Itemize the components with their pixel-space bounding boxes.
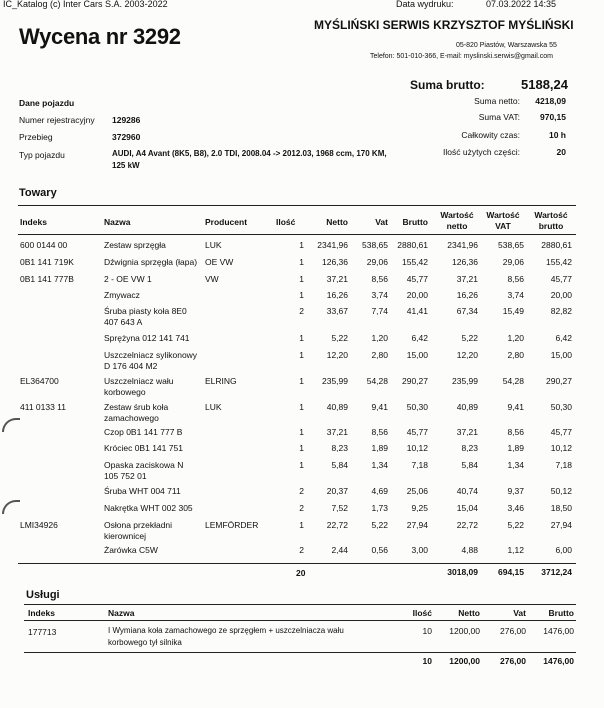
- service-row-qty: 10: [422, 626, 432, 636]
- goods-cell-net: 16,26: [326, 290, 348, 300]
- net-total-value: 4218,09: [535, 96, 566, 106]
- goods-cell-qty: 1: [299, 427, 304, 437]
- print-date-value: 07.03.2022 14:35: [486, 0, 557, 9]
- goods-cell-net: 12,20: [326, 350, 348, 360]
- gross-total-label: Suma brutto:: [410, 78, 485, 92]
- services-col-qty: Ilość: [412, 608, 432, 618]
- goods-cell-vgross: 6,42: [555, 333, 572, 343]
- goods-cell-qty: 2: [299, 306, 304, 316]
- net-total-label: Suma netto:: [474, 96, 520, 106]
- goods-cell-vvat: 15,49: [502, 306, 524, 316]
- goods-cell-vvat: 1,89: [507, 443, 524, 453]
- goods-cell-name1: 2 - OE VW 1: [104, 274, 152, 284]
- goods-cell-name1: Opaska zaciskowa N: [104, 460, 184, 470]
- goods-cell-vvat: 3,74: [507, 290, 524, 300]
- goods-cell-name1: Sprężyna 012 141 741: [104, 333, 190, 343]
- goods-cell-vnet: 40,74: [456, 486, 478, 496]
- company-contact: Telefon: 501-010-366, E-mail: myslinski.serwis@gmail.com: [370, 53, 553, 60]
- goods-cell-qty: 1: [299, 350, 304, 360]
- goods-col-value-vat-1: Wartość: [486, 210, 520, 220]
- goods-cell-name1: Nakrętka WHT 002 305: [104, 503, 193, 513]
- goods-cell-qty: 1: [299, 274, 304, 284]
- goods-cell-gross: 27,94: [406, 520, 428, 530]
- goods-cell-net: 33,67: [326, 306, 348, 316]
- goods-cell-vnet: 37,21: [456, 274, 478, 284]
- goods-cell-net: 8,23: [331, 443, 348, 453]
- goods-cell-name2: korbowego: [104, 387, 146, 397]
- goods-cell-name1: Zestaw śrub koła: [104, 402, 169, 412]
- pen-mark: [2, 418, 20, 432]
- goods-cell-vnet: 22,72: [456, 520, 478, 530]
- goods-cell-name1: Dźwignia sprzęgła (łapa): [104, 257, 198, 267]
- reg-value: 129286: [112, 115, 141, 125]
- goods-col-value-gross-1: Wartość: [534, 210, 568, 220]
- services-heading: Usługi: [26, 589, 60, 601]
- goods-col-net: Netto: [326, 217, 348, 227]
- goods-cell-qty: 1: [299, 443, 304, 453]
- goods-cell-gross: 45,77: [406, 274, 428, 284]
- goods-cell-name1: Uszczelniacz sylikonowy: [104, 350, 198, 360]
- goods-cell-vvat: 2,80: [507, 350, 524, 360]
- goods-cell-gross: 45,77: [406, 427, 428, 437]
- goods-cell-vgross: 45,77: [550, 427, 572, 437]
- services-total-gross: 1476,00: [543, 656, 574, 666]
- goods-cell-vnet: 235,99: [452, 376, 478, 386]
- goods-total-value-net: 3018,09: [447, 567, 478, 577]
- goods-cell-name1: Śruba WHT 004 711: [104, 486, 181, 496]
- goods-cell-net: 5,22: [331, 333, 348, 343]
- goods-cell-qty: 2: [299, 503, 304, 513]
- service-row-name-line2: korbowego tył silnika: [108, 638, 182, 647]
- goods-cell-vvat: 9,37: [507, 486, 524, 496]
- goods-cell-vat: 3,74: [371, 290, 388, 300]
- pen-mark: [2, 500, 20, 514]
- goods-col-name: Nazwa: [104, 217, 131, 227]
- goods-cell-net: 22,72: [326, 520, 348, 530]
- goods-cell-qty: 1: [299, 240, 304, 250]
- goods-col-qty: Ilość: [276, 217, 296, 227]
- goods-cell-vgross: 82,82: [550, 306, 572, 316]
- goods-cell-vnet: 67,34: [456, 306, 478, 316]
- goods-cell-index: EL364700: [20, 376, 59, 386]
- goods-cell-name1: Osłona przekładni: [104, 520, 173, 530]
- goods-total-value-gross: 3712,24: [541, 567, 572, 577]
- goods-cell-name1: Czop 0B1 141 777 B: [104, 427, 183, 437]
- goods-cell-vvat: 9,41: [507, 402, 524, 412]
- goods-cell-gross: 50,30: [406, 402, 428, 412]
- goods-cell-qty: 1: [299, 520, 304, 530]
- goods-cell-net: 37,21: [326, 427, 348, 437]
- goods-cell-net: 20,37: [326, 486, 348, 496]
- goods-cell-gross: 290,27: [402, 376, 428, 386]
- goods-cell-vgross: 18,50: [550, 503, 572, 513]
- goods-cell-vgross: 2880,61: [541, 240, 572, 250]
- service-row-net: 1200,00: [449, 626, 480, 636]
- goods-cell-vgross: 15,00: [550, 350, 572, 360]
- goods-cell-name2: zamachowego: [104, 413, 159, 423]
- goods-cell-gross: 41,41: [406, 306, 428, 316]
- goods-cell-producer: OE VW: [205, 257, 234, 267]
- goods-cell-vgross: 10,12: [550, 443, 572, 453]
- goods-cell-qty: 2: [299, 486, 304, 496]
- goods-cell-gross: 9,25: [411, 503, 428, 513]
- goods-cell-index: 0B1 141 777B: [20, 274, 74, 284]
- goods-cell-vnet: 5,84: [461, 460, 478, 470]
- goods-col-index: Indeks: [20, 217, 47, 227]
- goods-cell-name2: 105 752 01: [104, 471, 147, 481]
- goods-cell-vat: 9,41: [371, 402, 388, 412]
- goods-cell-gross: 20,00: [406, 290, 428, 300]
- goods-cell-vat: 29,06: [366, 257, 388, 267]
- goods-cell-index: 0B1 141 719K: [20, 257, 74, 267]
- goods-cell-net: 2,44: [331, 545, 348, 555]
- goods-cell-vvat: 3,46: [507, 503, 524, 513]
- goods-cell-qty: 2: [299, 545, 304, 555]
- goods-cell-vgross: 6,00: [555, 545, 572, 555]
- goods-col-gross: Brutto: [402, 217, 428, 227]
- goods-cell-vat: 1,34: [371, 460, 388, 470]
- service-row-name-line1: I Wymiana koła zamachowego ze sprzęgłem + uszczelniacza wału: [108, 626, 344, 635]
- goods-cell-vat: 7,74: [371, 306, 388, 316]
- vehicle-type-value-line2: 125 kW: [112, 161, 140, 170]
- goods-cell-vnet: 12,20: [456, 350, 478, 360]
- goods-col-value-net-1: Wartość: [440, 210, 474, 220]
- goods-heading: Towary: [19, 187, 57, 199]
- goods-cell-qty: 1: [299, 460, 304, 470]
- goods-cell-vgross: 7,18: [555, 460, 572, 470]
- services-total-vat: 276,00: [500, 656, 526, 666]
- services-top-rule: [24, 604, 576, 605]
- goods-cell-vat: 0,56: [371, 545, 388, 555]
- page-title: Wycena nr 3292: [19, 24, 181, 49]
- goods-cell-gross: 6,42: [411, 333, 428, 343]
- goods-cell-vvat: 1,12: [507, 545, 524, 555]
- goods-col-value-vat-2: VAT: [495, 221, 511, 231]
- mileage-label: Przebieg: [19, 132, 53, 142]
- goods-cell-name1: Żarówka C5W: [104, 545, 158, 555]
- goods-cell-vvat: 29,06: [502, 257, 524, 267]
- goods-cell-gross: 25,06: [406, 486, 428, 496]
- goods-col-producer: Producent: [205, 217, 248, 227]
- goods-cell-vgross: 50,12: [550, 486, 572, 496]
- goods-cell-vnet: 15,04: [456, 503, 478, 513]
- goods-cell-net: 235,99: [322, 376, 348, 386]
- goods-header-rule: [18, 234, 576, 235]
- goods-cell-name1: Śruba piasty koła 8E0: [104, 306, 187, 316]
- company-address: 05-820 Piastów, Warszawska 55: [456, 42, 557, 49]
- goods-cell-gross: 15,00: [406, 350, 428, 360]
- goods-cell-name2: 407 643 A: [104, 317, 143, 327]
- goods-cell-gross: 155,42: [402, 257, 428, 267]
- goods-cell-vnet: 8,23: [461, 443, 478, 453]
- goods-cell-vat: 54,28: [366, 376, 388, 386]
- goods-cell-vnet: 4,88: [461, 545, 478, 555]
- goods-cell-vgross: 155,42: [546, 257, 572, 267]
- services-col-gross: Brutto: [548, 608, 574, 618]
- goods-cell-index: 411 0133 11: [20, 402, 67, 412]
- gross-total-value: 5188,24: [521, 77, 568, 92]
- services-col-name: Nazwa: [108, 608, 135, 618]
- goods-bottom-rule: [18, 563, 576, 564]
- goods-cell-vat: 1,20: [371, 333, 388, 343]
- goods-cell-vnet: 40,89: [456, 402, 478, 412]
- vehicle-type-value-line1: AUDI, A4 Avant (8K5, B8), 2.0 TDI, 2008.04 -> 2012.03, 1968 ccm, 170 KM,: [112, 149, 387, 158]
- vehicle-type-label: Typ pojazdu: [19, 150, 65, 160]
- goods-cell-vat: 8,56: [371, 274, 388, 284]
- goods-cell-name1: Zmywacz: [104, 290, 140, 300]
- goods-cell-vnet: 2341,96: [447, 240, 478, 250]
- goods-cell-net: 2341,96: [317, 240, 348, 250]
- goods-cell-net: 40,89: [326, 402, 348, 412]
- goods-cell-vnet: 126,36: [452, 257, 478, 267]
- services-bottom-rule: [24, 652, 576, 653]
- services-col-index: Indeks: [28, 608, 55, 618]
- goods-cell-vvat: 1,34: [507, 460, 524, 470]
- service-row-vat: 276,00: [500, 626, 526, 636]
- goods-cell-vat: 5,22: [371, 520, 388, 530]
- vat-total-label: Suma VAT:: [478, 112, 520, 122]
- goods-cell-producer: LUK: [205, 402, 222, 412]
- goods-cell-vgross: 290,27: [546, 376, 572, 386]
- goods-cell-vat: 538,65: [362, 240, 388, 250]
- goods-col-vat: Vat: [375, 217, 388, 227]
- goods-cell-vvat: 1,20: [507, 333, 524, 343]
- goods-cell-index: LMI34926: [20, 520, 58, 530]
- goods-cell-qty: 1: [299, 376, 304, 386]
- services-header-rule: [24, 620, 576, 621]
- goods-cell-vnet: 37,21: [456, 427, 478, 437]
- goods-cell-net: 7,52: [331, 503, 348, 513]
- goods-cell-vat: 1,89: [371, 443, 388, 453]
- goods-cell-vat: 8,56: [371, 427, 388, 437]
- goods-cell-name1: Uszczelniacz wału: [104, 376, 174, 386]
- vehicle-heading: Dane pojazdu: [19, 98, 75, 108]
- goods-cell-qty: 1: [299, 257, 304, 267]
- goods-total-qty: 20: [296, 568, 306, 578]
- parts-count-label: Ilość użytych części:: [443, 147, 520, 157]
- goods-cell-name2: kierownicej: [104, 531, 147, 541]
- goods-cell-producer: LEMFÖRDER: [205, 520, 259, 530]
- service-row-index: 177713: [28, 627, 57, 637]
- services-col-vat: Vat: [513, 608, 526, 618]
- services-total-qty: 10: [422, 656, 432, 666]
- goods-cell-vgross: 45,77: [550, 274, 572, 284]
- vat-total-value: 970,15: [540, 112, 566, 122]
- goods-cell-vat: 1,73: [371, 503, 388, 513]
- goods-cell-vvat: 5,22: [507, 520, 524, 530]
- goods-cell-vgross: 20,00: [550, 290, 572, 300]
- goods-col-value-gross-2: brutto: [538, 221, 564, 231]
- print-date-label: Data wydruku:: [396, 0, 454, 9]
- company-name: MYŚLIŃSKI SERWIS KRZYSZTOF MYŚLIŃSKI: [314, 18, 574, 32]
- goods-cell-index: 600 0144 00: [20, 240, 68, 250]
- goods-cell-gross: 3,00: [411, 545, 428, 555]
- goods-cell-vvat: 538,65: [498, 240, 524, 250]
- services-total-net: 1200,00: [449, 656, 480, 666]
- goods-cell-vvat: 8,56: [507, 274, 524, 284]
- goods-cell-vgross: 27,94: [550, 520, 572, 530]
- services-col-net: Netto: [458, 608, 480, 618]
- goods-cell-qty: 1: [299, 333, 304, 343]
- goods-cell-producer: LUK: [205, 240, 222, 250]
- service-row-gross: 1476,00: [543, 626, 574, 636]
- goods-total-value-vat: 694,15: [498, 567, 524, 577]
- goods-cell-vnet: 5,22: [461, 333, 478, 343]
- mileage-value: 372960: [112, 132, 141, 142]
- goods-col-value-net-2: netto: [446, 221, 468, 231]
- time-total-value: 10 h: [548, 130, 566, 140]
- goods-cell-producer: VW: [205, 274, 219, 284]
- goods-cell-vvat: 8,56: [507, 427, 524, 437]
- parts-count-value: 20: [556, 147, 566, 157]
- goods-cell-net: 5,84: [331, 460, 348, 470]
- goods-cell-vnet: 16,26: [456, 290, 478, 300]
- goods-cell-vgross: 50,30: [550, 402, 572, 412]
- goods-cell-net: 126,36: [322, 257, 348, 267]
- goods-cell-gross: 2880,61: [397, 240, 428, 250]
- goods-cell-gross: 10,12: [406, 443, 428, 453]
- goods-cell-name1: Zestaw sprzęgła: [104, 240, 166, 250]
- goods-cell-vat: 2,80: [371, 350, 388, 360]
- goods-cell-vvat: 54,28: [502, 376, 524, 386]
- goods-top-rule: [18, 205, 576, 206]
- goods-cell-producer: ELRING: [205, 376, 237, 386]
- goods-cell-vat: 4,69: [371, 486, 388, 496]
- goods-cell-qty: 1: [299, 402, 304, 412]
- time-total-label: Całkowity czas:: [461, 130, 520, 140]
- catalog-label: IC_Katalog (c) Inter Cars S.A. 2003-2022: [3, 0, 168, 9]
- goods-cell-gross: 7,18: [411, 460, 428, 470]
- goods-cell-qty: 1: [299, 290, 304, 300]
- goods-cell-name1: Króciec 0B1 141 751: [104, 443, 183, 453]
- reg-label: Numer rejestracyjny: [19, 115, 95, 125]
- goods-cell-net: 37,21: [326, 274, 348, 284]
- goods-cell-name2: D 176 404 M2: [104, 361, 158, 371]
